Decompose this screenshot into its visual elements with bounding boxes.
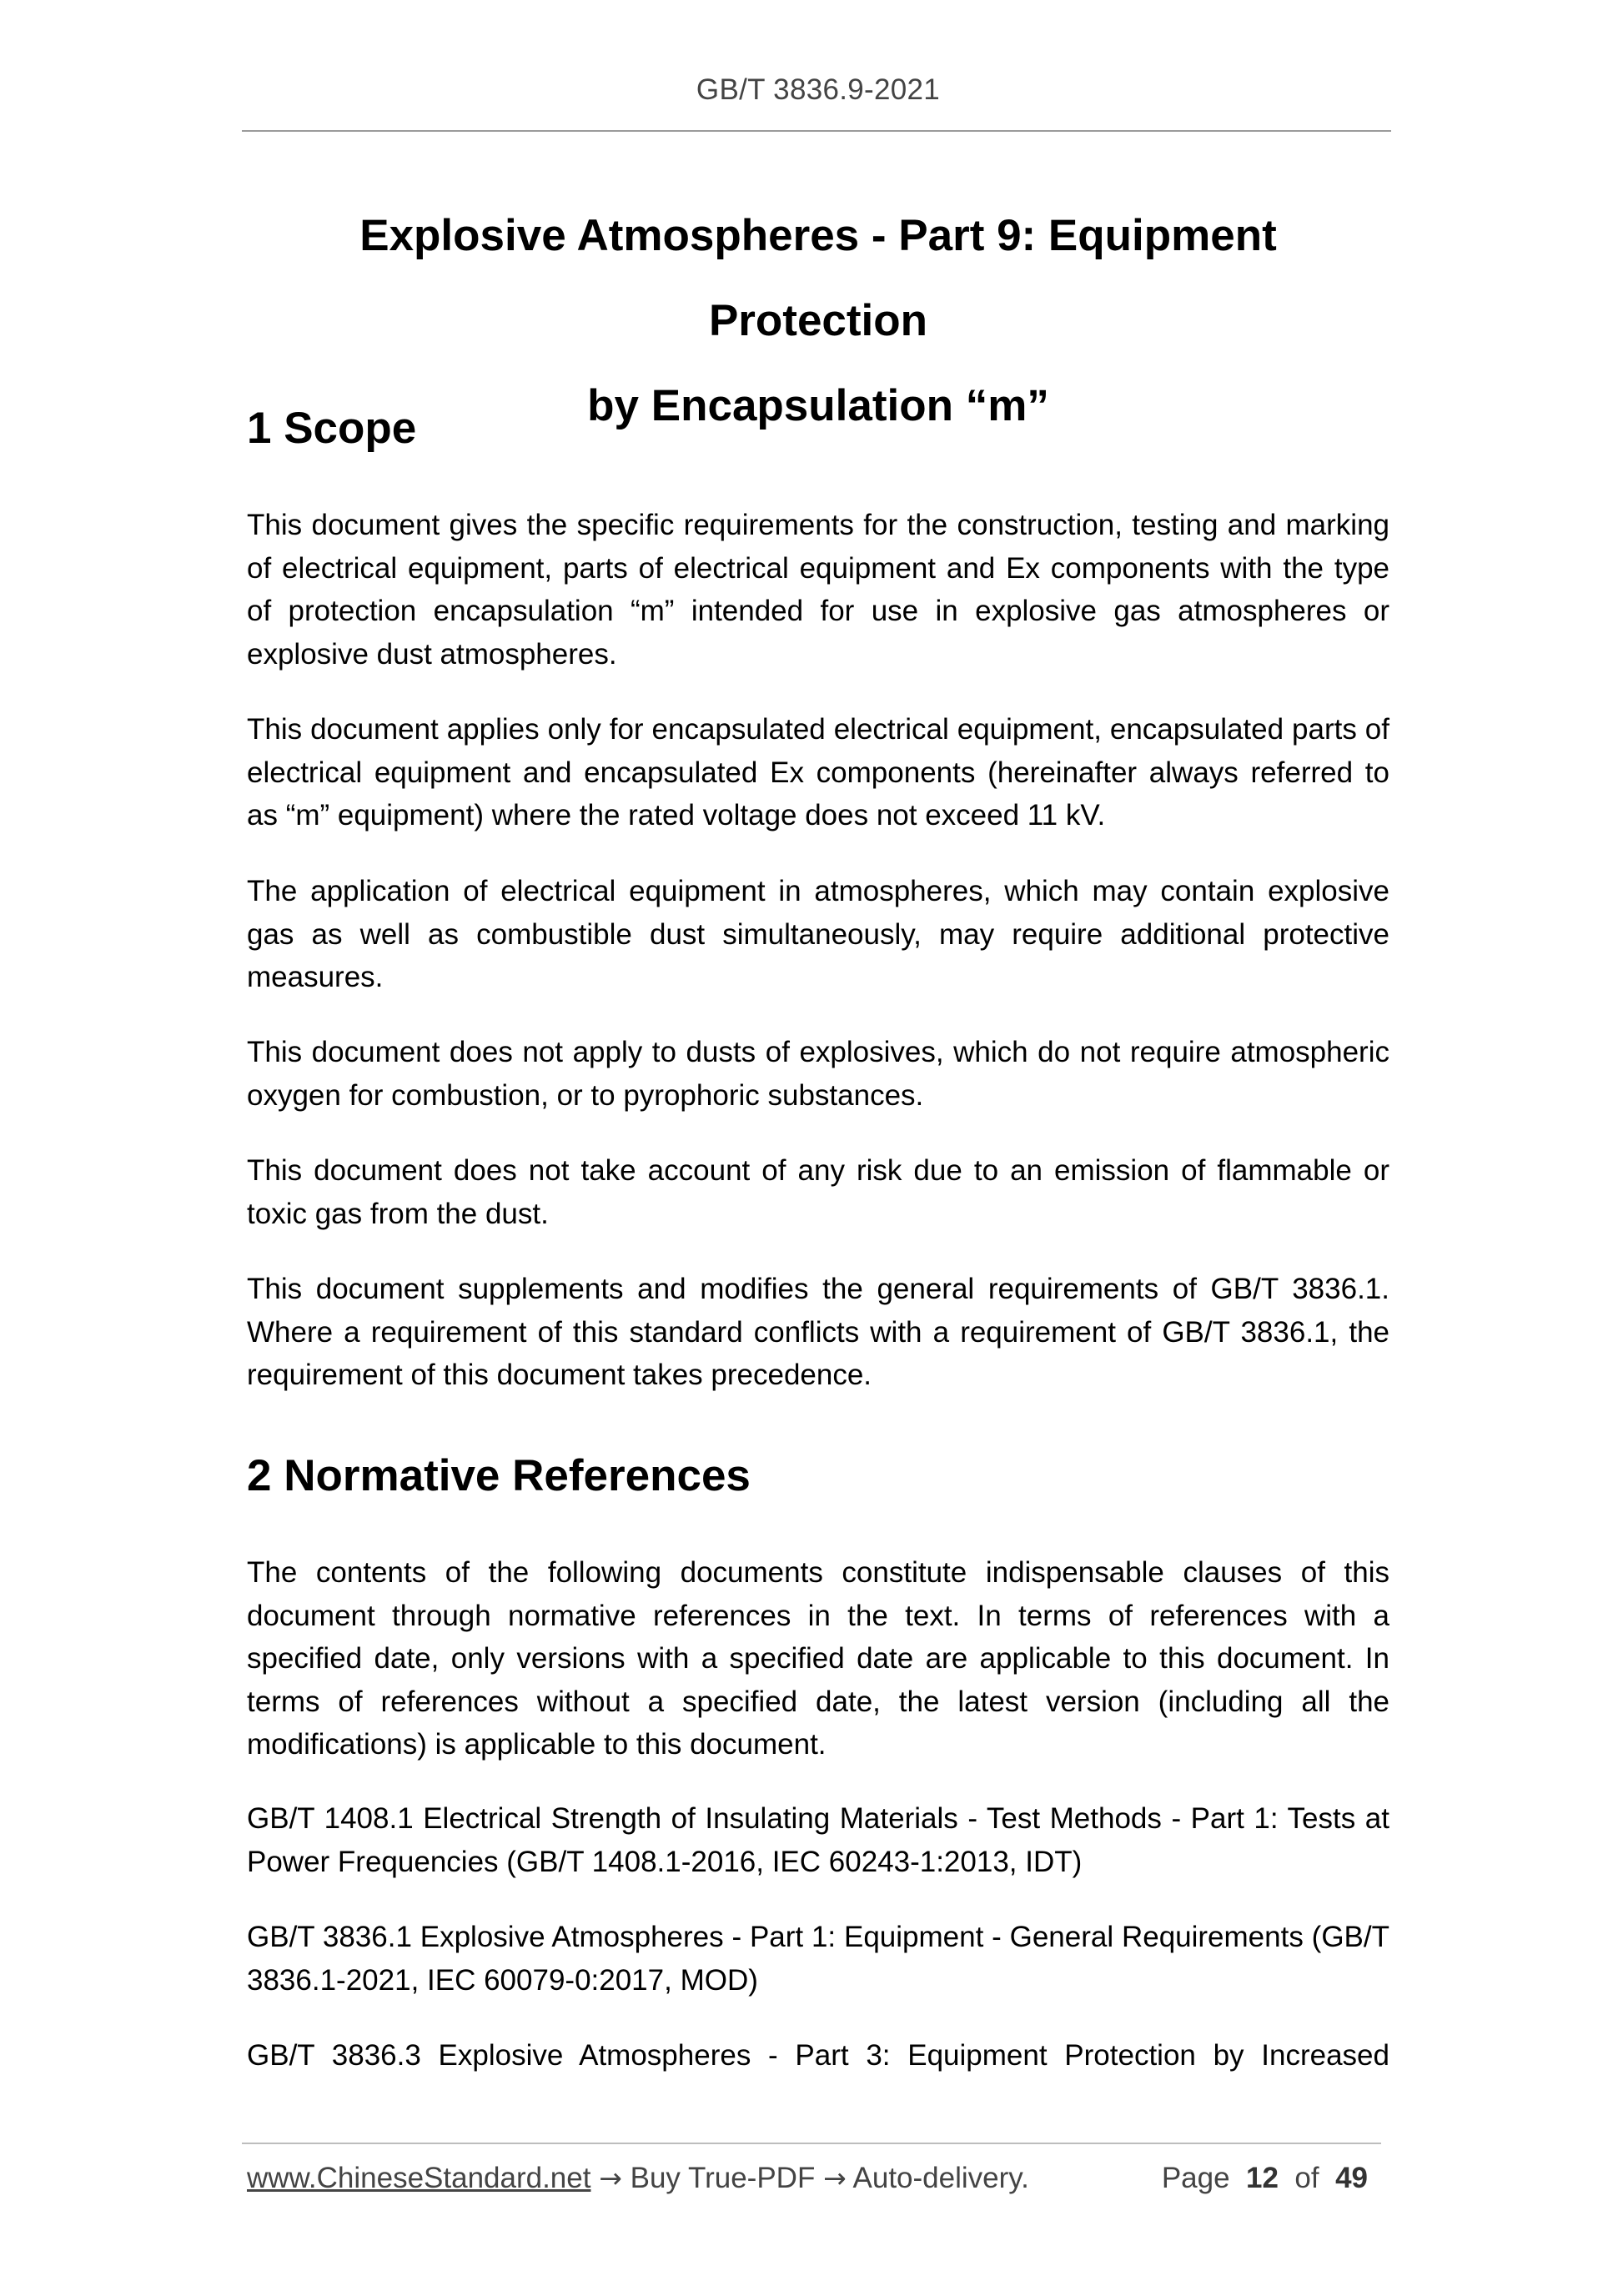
page-total: 49 xyxy=(1335,2162,1368,2194)
footer-divider xyxy=(242,2143,1381,2144)
references-intro-paragraph: The contents of the following documents constitute indispensable clauses of this document through normative references in the text. In terms of references with a specified date, only versions with a specified date are applicable to this document. In terms of references without a specified date, the latest version (including all the modifications) is applicable to this document. xyxy=(247,1556,1389,1761)
page-number xyxy=(1162,2162,1368,2195)
scope-paragraph-5: This document does not take account of any risk due to an emission of flammable or toxic gas from the dust. xyxy=(247,1154,1389,1230)
footer-delivery-text: Auto-delivery. xyxy=(852,2162,1029,2194)
reference-entry-gbt-3836-3: GB/T 3836.3 Explosive Atmospheres - Part 3: Equipment Protection by Increased xyxy=(247,2039,1389,2072)
document-title-line-2: by Encapsulation “m” xyxy=(587,381,1049,430)
section-heading-scope: 1 Scope xyxy=(247,404,417,453)
page-current: 12 xyxy=(1246,2162,1279,2194)
scope-paragraph-2: This document applies only for encapsulated electrical equipment, encapsulated parts of electrical equipment and encapsulated Ex components (hereinafter always referred to as “m” equipment) where the rated voltage does not exceed 11 kV. xyxy=(247,713,1389,831)
document-title-line-1: Explosive Atmospheres - Part 9: Equipment Protection xyxy=(359,211,1277,345)
footer-buy-text: Buy True-PDF xyxy=(630,2162,816,2194)
arrow-right-icon: → xyxy=(599,2162,622,2194)
document-page xyxy=(247,0,1389,2296)
footer-site-link[interactable]: www.ChineseStandard.net xyxy=(247,2162,591,2194)
arrow-right-icon: → xyxy=(823,2162,847,2194)
scope-paragraph-3: The application of electrical equipment in atmospheres, which may contain explosive gas as well as combustible dust simultaneously, may require additional protective measures. xyxy=(247,875,1389,993)
section-heading-normative-references: 2 Normative References xyxy=(247,1451,751,1500)
page-label: Page xyxy=(1161,2162,1230,2194)
header-standard-id: GB/T 3836.9-2021 xyxy=(696,73,941,106)
page-footer xyxy=(247,2162,1381,2195)
reference-entry-gbt-3836-1: GB/T 3836.1 Explosive Atmospheres - Part 1: Equipment - General Requirements (GB/T 3836.1-2021, IEC 60079-0:2017, MOD) xyxy=(247,1921,1389,1997)
page-of-label: of xyxy=(1294,2162,1319,2194)
header-divider xyxy=(242,130,1391,132)
scope-paragraph-1: This document gives the specific requirements for the construction, testing and marking of electrical equipment, parts of electrical equipment and Ex components with the type of protection encapsulation “m” intended for use in explosive gas atmospheres or explosive dust atmospheres. xyxy=(247,509,1389,671)
scope-paragraph-4: This document does not apply to dusts of explosives, which do not require atmospheric oxygen for combustion, or to pyrophoric substances. xyxy=(247,1036,1389,1112)
document-title xyxy=(247,193,1389,449)
reference-entry-gbt-1408-1: GB/T 1408.1 Electrical Strength of Insulating Materials - Test Methods - Part 1: Tests at Power Frequencies (GB/T 1408.1-2016, IEC 60243-1:2013, IDT) xyxy=(247,1802,1389,1878)
scope-paragraph-6: This document supplements and modifies the general requirements of GB/T 3836.1. Where a requirement of this standard conflicts with a requirement of GB/T 3836.1, the requirement of this document takes precedence. xyxy=(247,1273,1389,1391)
